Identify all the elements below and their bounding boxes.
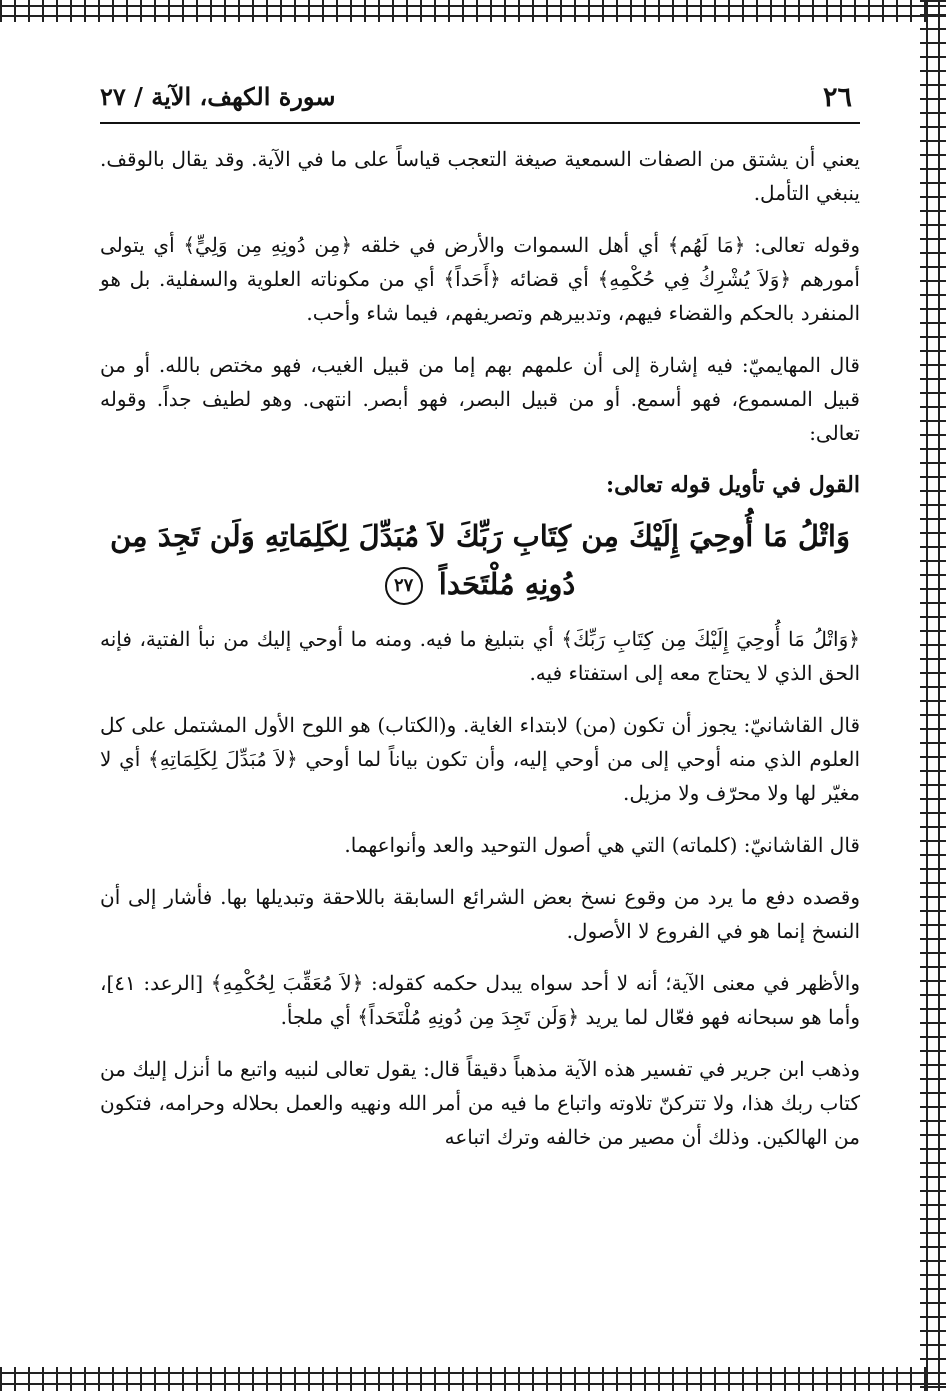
commentary-paragraph: قال القاشانيّ: (كلماته) التي هي أصول التوحيد والعد وأنواعهما. [344, 833, 860, 857]
paragraph: وقوله تعالى: ﴿مَا لَهُم﴾ أي أهل السموات والأرض في خلقه ﴿مِن دُونِهِ مِن وَلِيٍّ﴾ أي يتولى أمورهم ﴿وَلاَ يُشْرِكُ فِي حُكْمِهِ﴾ أي قضائه ﴿أَحَداً﴾ أي من مكوناته العلوية والسفلية. بل هو المنفرد بالحكم والقضاء فيهم، وتدبيرهم وتصريفهم، فيما شاء وأحب. [100, 233, 860, 325]
page-border-top [0, 0, 946, 22]
verse-number-badge: ٢٧ [385, 567, 423, 605]
page-header [100, 82, 860, 124]
commentary-paragraph: وقصده دفع ما يرد من وقوع نسخ بعض الشرائع السابقة باللاحقة وتبديلها بها. فأشار إلى أن النسخ إنما هو في الفروع لا الأصول. [100, 885, 860, 943]
quran-verse [100, 512, 860, 608]
commentary-paragraph: ﴿وَاتْلُ مَا أُوحِيَ إِلَيْكَ مِن كِتَابِ رَبِّكَ﴾ أي بتبليغ ما فيه. ومنه ما أوحي إليك من نبأ الفتية، فإنه الحق الذي لا يحتاج معه إلى استفتاء فيه. [100, 627, 860, 685]
page-body [100, 142, 860, 1172]
section-heading: القول في تأويل قوله تعالى: [606, 472, 860, 498]
page-number: ٢٦ [822, 82, 852, 113]
page-border-bottom [0, 1367, 946, 1391]
commentary-paragraph: قال القاشانيّ: يجوز أن تكون (من) لابتداء الغاية. و(الكتاب) هو اللوح الأول المشتمل على كل العلوم الذي منه أوحي إلى من أوحي إليه، وأن تكون بياناً لما أوحي ﴿لاَ مُبَدِّلَ لِكَلِمَاتِهِ﴾ أي لا مغيّر لها ولا محرّف ولا مزيل. [100, 713, 860, 805]
paragraph: قال المهايميّ: فيه إشارة إلى أن علمهم بهم إما من قبيل الغيب، فهو مختص بالله. أو من قبيل المسموع، فهو أسمع. أو من قبيل البصر، فهو أبصر. انتهى. وهو لطيف جداً. وقوله تعالى: [100, 353, 860, 445]
commentary-paragraph: والأظهر في معنى الآية؛ أنه لا أحد سواه يبدل حكمه كقوله: ﴿لاَ مُعَقِّبَ لِحُكْمِهِ﴾ [الرعد: ٤١]، وأما هو سبحانه فهو فعّال لما يريد ﴿وَلَن تَجِدَ مِن دُونِهِ مُلْتَحَداً﴾ أي ملجأ. [100, 971, 860, 1029]
commentary-paragraph: وذهب ابن جرير في تفسير هذه الآية مذهباً دقيقاً قال: يقول تعالى لنبيه واتبع ما أنزل إليك من كتاب ربك هذا، ولا تتركنّ تلاوته واتباع ما فيه من أمر الله ونهيه والعمل بحلاله وحرامه، فتكون من الهالكين. وذلك أن مصير من خالفه وترك اتباعه [100, 1057, 860, 1149]
running-title: سورة الكهف، الآية / ٢٧ [100, 82, 336, 111]
quran-verse-text: وَاتْلُ مَا أُوحِيَ إِلَيْكَ مِن كِتَابِ رَبِّكَ لاَ مُبَدِّلَ لِكَلِمَاتِهِ وَلَن تَجِدَ مِن دُونِهِ مُلْتَحَداً [109, 519, 850, 601]
page-border-right [920, 0, 946, 1391]
paragraph: يعني أن يشتق من الصفات السمعية صيغة التعجب قياساً على ما في الآية. وقد يقال بالوقف. ينبغي التأمل. [100, 147, 860, 205]
